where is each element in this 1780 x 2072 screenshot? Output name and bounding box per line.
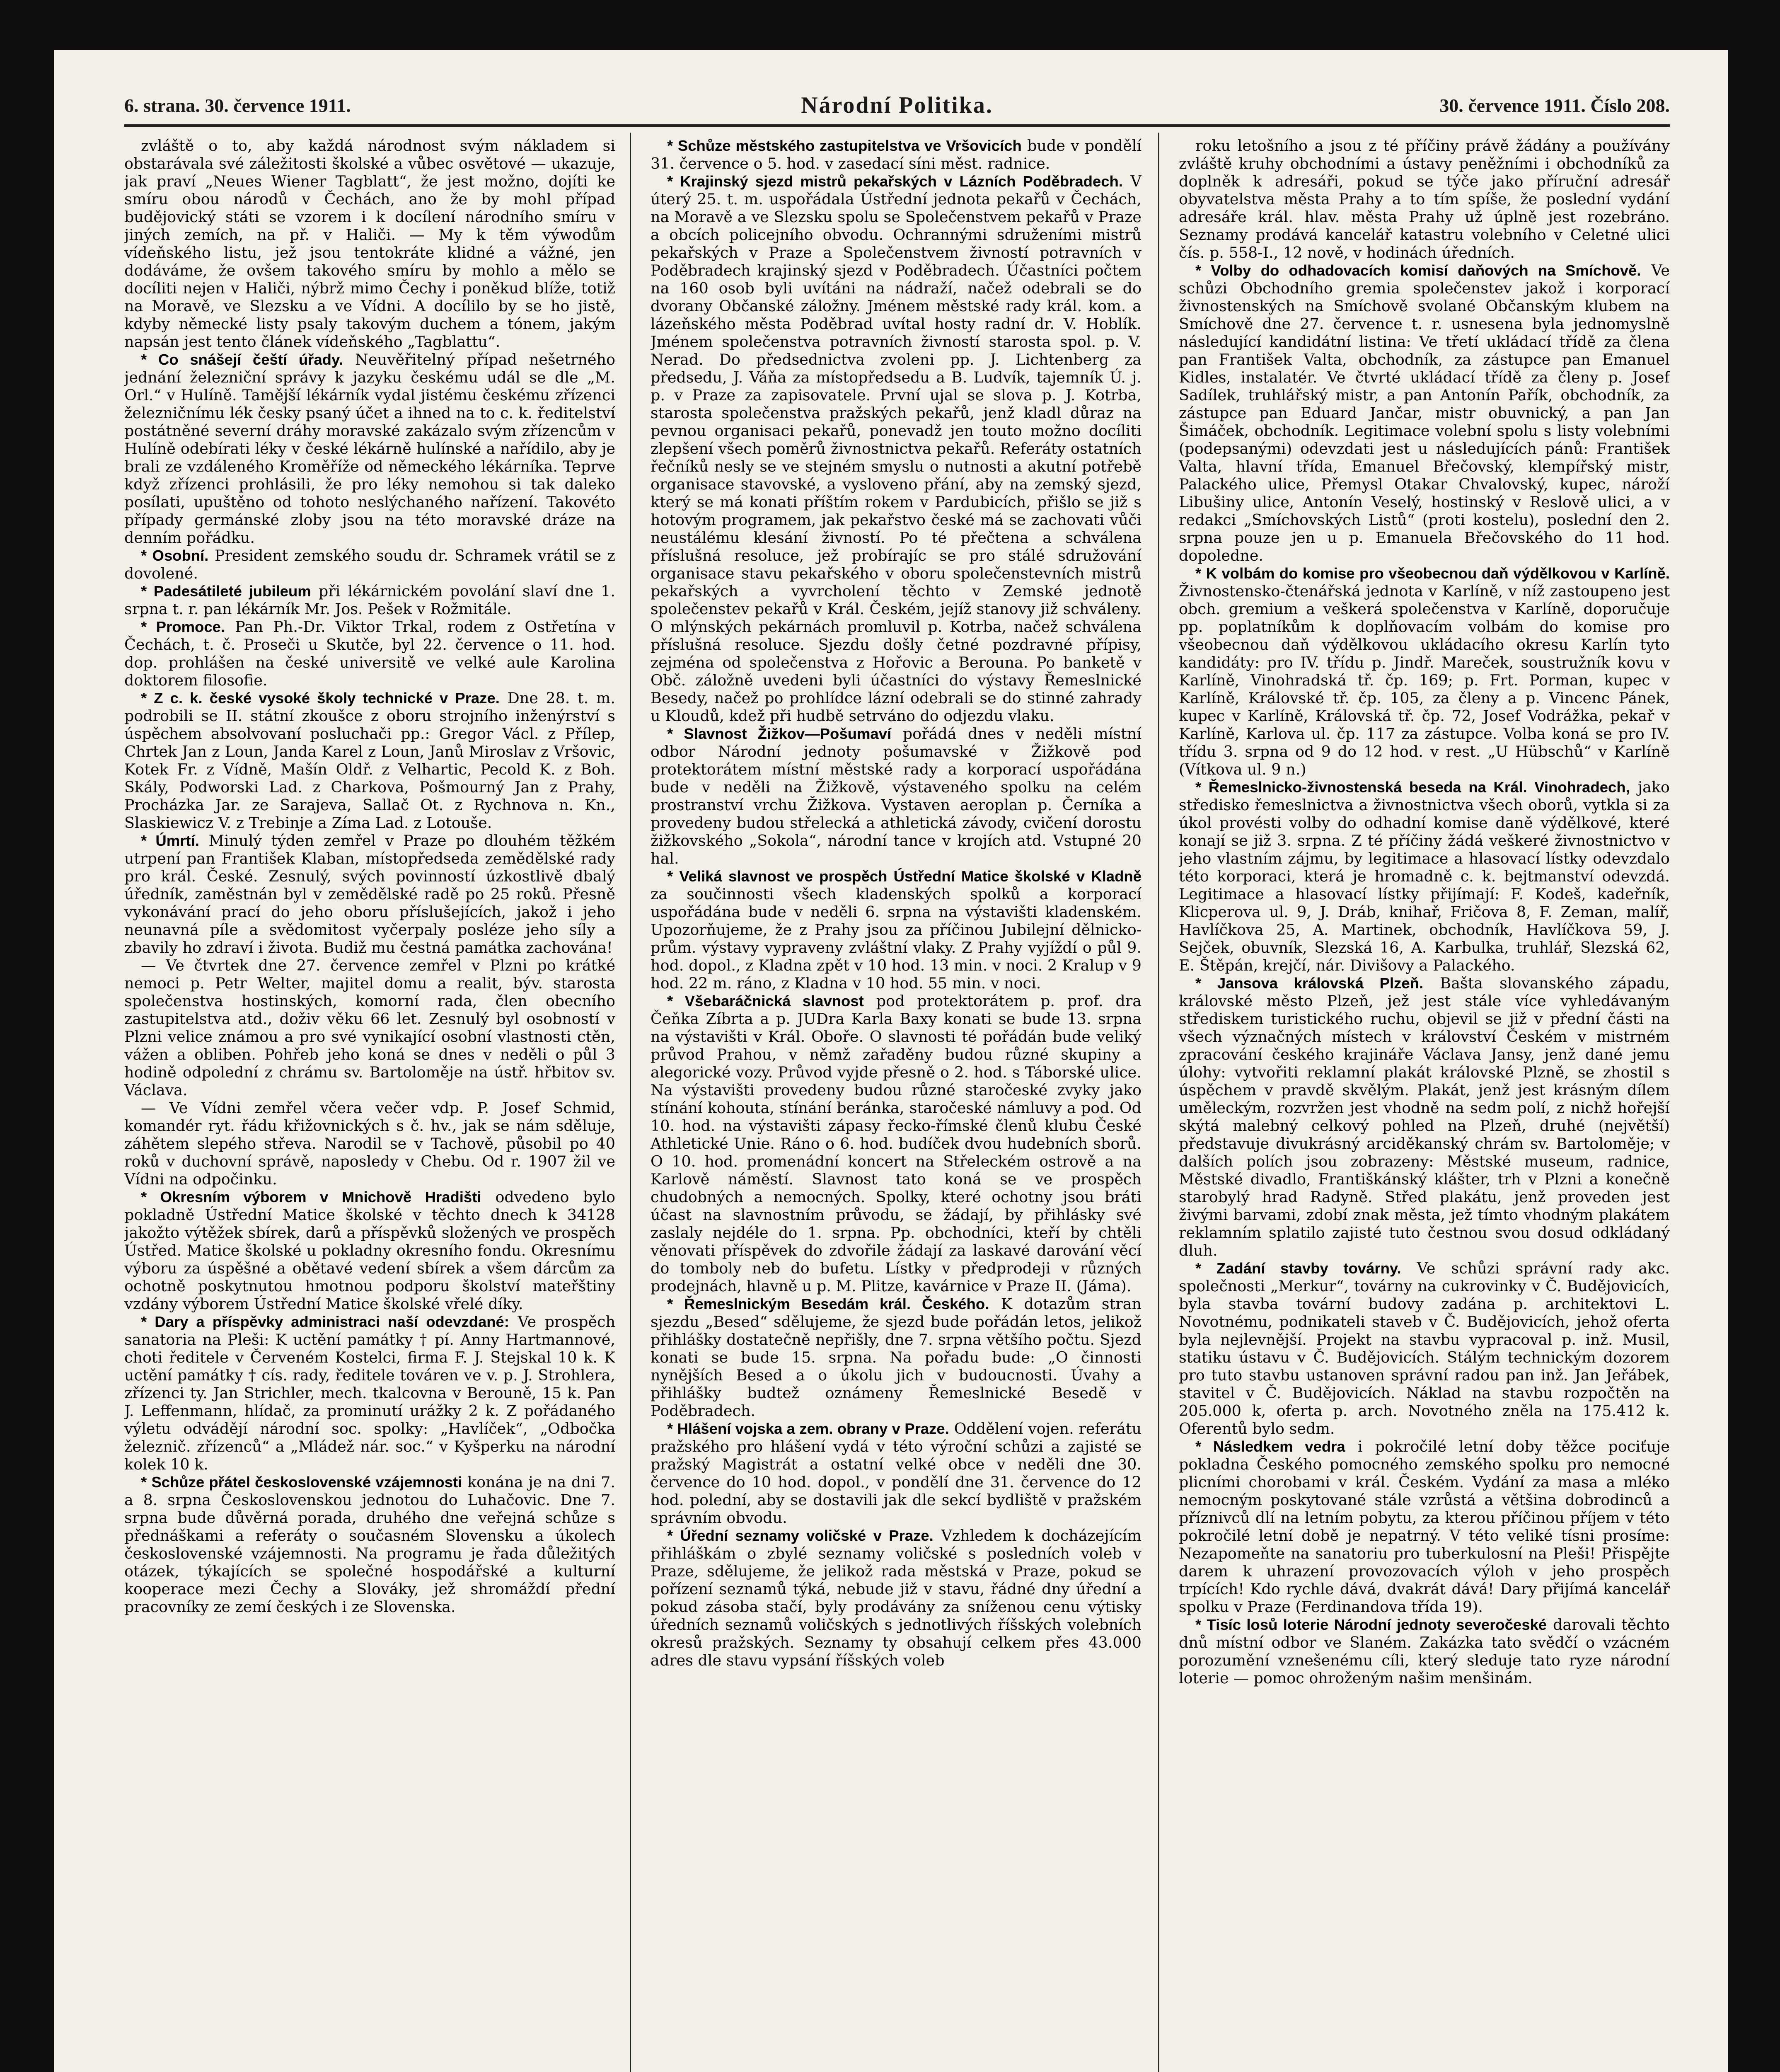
article-lead: * Hlášení vojska a zem. obrany v Praze.	[667, 1420, 949, 1437]
column-separator	[630, 133, 631, 2072]
article-paragraph	[651, 1295, 1142, 1420]
article-paragraph	[1179, 1259, 1670, 1438]
article-text: pořádá dnes v neděli místní odbor Národní jednoty pošumavské v Žižkově pod protektorátem místní městské rady a korporací uspořádána bude v neděli na Žižkově, výstaveného spolku na celém prostranství vrchu Žižkova. Vystaven aeroplan p. Černíka a provedeny budou střelecká a athletická závody, cvičení dorostu žižkovského „Sokola“, národní tance v krojích atd. Vstupné 20 hal.	[651, 725, 1142, 867]
article-lead: * Dary a příspěvky administraci naší odevzdané:	[141, 1313, 509, 1330]
article-lead: * Všebaráčnická slavnost	[667, 992, 864, 1009]
article-text: odvedeno bylo pokladně Ústřední Matice školské v těchto dnech k 34128 jakožto výtěžek sbírek, darů a příspěvků složených ve prospěch Ústřed. Matice školské u pokladny okresního fondu. Okresnímu výboru za úspěšné a obětavé vedení sbírek a všem dárcům za ochotně poskytnutou hmotnou podporu školství mateřštiny vzdány výborem Ústřední Matice školské vřelé díky.	[124, 1188, 615, 1313]
article-paragraph	[651, 992, 1142, 1295]
column-1	[124, 137, 615, 2072]
article-text: pod protektorátem p. prof. dra Čeňka Zíbrta a p. JUDra Karla Baxy konati se bude 13. srpna na výstavišti v Král. Oboře. O slavnosti té pořádán bude veliký průvod Prahou, v němž zařaděny budou různé skupiny a alegorické vozy. Průvod vyjde přesně o 2. hod. s Táborské ulice. Na výstavišti provedeny budou různé staročeské zvyky jako stínání kohouta, stínání beránka, staročeské námluvy a pod. Od 10. hod. na výstavišti zápasy řecko-římské členů klubu České Athletické Unie. Ráno o 6. hod. budíček dvou hudebních sborů. O 10. hod. promenádní koncert na Střeleckém ostrově a na Karlově náměstí. Slavnost tato koná se ve prospěch chudobných a nemocných. Spolky, které ochotny jsou bráti účast na slavnostním průvodu, se žádají, by přihlásky své zaslaly nejdéle do 1. srpna. Pp. obchodníci, kteří by chtěli věnovati příspěvek do zdvořile žádají za laskavé darování věcí do tomboly neb do bufetu. Lístky v předprodeji v různých prodejnách, hlavně u p. M. Plitze, kavárnice v Praze II. (Jáma).	[651, 992, 1142, 1295]
article-text: K dotazům stran sjezdu „Besed“ sdělujeme, že sjezd bude pořádán letos, jelikož přihlášky dostatečně nepřišly, dne 7. srpna většího počtu. Sjezd konati se bude 15. srpna. Na pořadu bude: „O činnosti nynějších Besed a o úkolu jich v budoucnosti. Úvahy a přihlášky budtež oznámeny Řemeslnické Besedě v Poděbradech.	[651, 1295, 1142, 1420]
article-text: Oddělení vojen. referátu pražského pro hlášení vydá v této výroční schůzi a zajisté se pražský Magistrát a ostatní velké obce v neděli dne 30. července do 10 hod. dopol., v pondělí dne 31. července do 12 hod. polední, aby se dostavili jak dle sekcí bydliště v pražském správním obvodu.	[651, 1420, 1142, 1527]
article-text: Živnostensko-čtenářská jednota v Karlíně, v níž zastoupeno jest obch. gremium a veškerá společenstva v Karlíně, doporučuje pp. poplatníkům k doplňovacím volbám do komise pro všeobecnou daň výdělkovou ukládacího okresu Karlín tyto kandidáty: pro IV. třídu p. Jindř. Mareček, soustružník kovu v Karlíně, Vinohradská tř. čp. 169; p. Frt. Porman, kupec v Karlíně, Královské tř. čp. 105, za členy a p. Vincenc Pánek, kupec v Karlíně, Královská tř. čp. 72, Josef Vodrážka, pekař v Karlíně, Karlova ul. čp. 117 za zástupce. Volba koná se pro IV. třídu 3. srpna od 9 do 12 hod. v rest. „U Hübschů“ v Karlíně (Vítkova ul. 9 n.)	[1179, 582, 1670, 778]
article-paragraph	[124, 137, 615, 351]
article-paragraph	[1179, 1616, 1670, 1687]
article-lead: * Schůze městského zastupitelstva ve Vršovicích	[667, 137, 1022, 154]
article-paragraph	[124, 956, 615, 1099]
article-lead: * Slavnost Žižkov—Pošumaví	[667, 725, 892, 742]
article-paragraph	[1179, 137, 1670, 261]
article-lead: * Krajinský sjezd mistrů pekařských v Lázních Poděbradech.	[667, 173, 1123, 190]
article-paragraph	[124, 1188, 615, 1313]
article-paragraph	[1179, 778, 1670, 974]
article-text: Ve schůzi správní rady akc. společnosti „Merkur“, továrny na cukrovinky v Č. Budějovicích, byla stavba tovární budovy zadána p. architektovi L. Novotnému, podnikateli staveb v Č. Budějovicích, jehož oferta byla nejlevnější. Projekt na stavbu vypracoval p. inž. Musil, statiku ústavu v Č. Budějovicích. Stálým technickým dozorem pro tuto stavbu ustanoven správní radou pan inž. Jan Jeřábek, stavitel v Č. Budějovicích. Náklad na stavbu rozpočtěn na 205.000 k, oferta p. arch. Novotného zněla na 175.412 k. Oferentů bylo sedm.	[1179, 1259, 1670, 1438]
article-lead: * Padesátileté jubileum	[141, 583, 311, 600]
article-paragraph	[1179, 974, 1670, 1259]
article-text: Neuvěřitelný případ nešetrného jednání železniční správy k jazyku českému udál se dle „M. Orl.“ v Hulíně. Tamější lékárník vydal jistému českému zřízenci železničnímu lék česky psaný účet a ihned na to c. k. ředitelství postátněné severní dráhy moravské zakázalo svým zřízencům v Hulíně odebírati léky v české lékárně hulínské a nařídilo, aby je brali ze vzdáleného Kroměříže od německého lékárníka. Teprve když zřízenci prohlásili, že pro léky nemohou si tak daleko posílati, upuštěno od tohoto neslýchaného nařízení. Takovéto případy germánské zloby jsou na této moravské dráze na denním pořádku.	[124, 351, 615, 547]
article-paragraph	[124, 832, 615, 956]
article-paragraph	[124, 1473, 615, 1616]
article-lead: * Veliká slavnost ve prospěch Ústřední Matice školské v Kladně	[667, 868, 1142, 885]
article-paragraph	[124, 351, 615, 547]
article-text: Ve schůzi Obchodního gremia společenstev jakož i korporací živnostenských na Smíchově svolané Občanským klubem na Smíchově dne 27. července t. r. usnesena byla jednomyslně následující kandidátní listina: Ve třetí ukládací třídě za člena pan František Valta, obchodník, za zástupce pan Emanuel Kidles, instalatér. Ve čtvrté ukládací třídě za členy p. Josef Sadílek, truhlářský mistr, a pan Antonín Pařík, obchodník, za zástupce pan Eduard Jančar, mistr obuvnický, a pan Jan Šimáček, obchodník. Legitimace volební spolu s listy volebními (podepsanými) odevzdati jest u následujících pánů: František Valta, hlavní třída, Emanuel Břečovský, klempířský mistr, Palackého ulice, Přemysl Otakar Chvalovský, kupec, nároží Libušiny ulice, Antonín Veselý, hostinský v Reslově ulici, a v redakci „Smíchovských Listů“ (proti kostelu), poslední den 2. srpna pouze jen u p. Emanuela Břečovského do 11 hod. dopoledne.	[1179, 261, 1670, 564]
article-paragraph	[1179, 1438, 1670, 1616]
article-text: Minulý týden zemřel v Praze po dlouhém těžkém utrpení pan František Klaban, místopředseda zemědělské rady pro král. České. Zesnulý, svých povinností úzkostlivě dbalý úředník, zaměstnán byl v zemědělské radě po 25 roků. Přesně vykonávání prací do jeho oboru příslušejících, jakož i jeho neunavná píle a svědomitost vyčerpaly posléze jeho síly a zbavily ho zdraví i života. Budiž mu čestná památka zachována!	[124, 832, 615, 956]
article-lead: * Řemeslnickým Besedám král. Českého.	[667, 1295, 989, 1312]
article-lead: * Z c. k. české vysoké školy technické v Praze.	[141, 690, 500, 707]
article-paragraph	[124, 582, 615, 618]
article-text: Ve prospěch sanatoria na Pleši: K uctění památky † pí. Anny Hartmannové, choti ředitele v Červeném Kostelci, firma F. J. Stejskal 10 k. K uctění památky † cís. rady, ředitele továren ve v. p. J. Strohlera, zřízenci ty. Jan Strichler, mech. tkalcovna v Berouně, 15 k. Pan J. Leffenmann, hlídač, za prominutí urážky 2 k. Z pořádaného výletu odvádějí národní soc. spolky: „Havlíček“, „Odbočka železnič. zřízenců“ a „Mládež nár. soc.“ v Kyšperku na národní kolek 10 k.	[124, 1313, 615, 1473]
article-text: roku letošního a jsou z té příčiny právě žádány a používány zvláště kruhy obchodními a ústavy peněžními i obchodníků za doplněk k adresáři, pokud se týče jako příruční adresář obyvatelstva města Prahy a to tím spíše, že poslední vydání adresáře král. hlav. města Prahy už úplně jest rozebráno. Seznamy prodává kancelář katastru volebního v Celetné ulici čís. p. 558-I., 12 nově, v hodinách úředních.	[1179, 137, 1670, 261]
page-header	[124, 94, 1670, 121]
article-text: V úterý 25. t. m. uspořádala Ústřední jednota pekařů v Čechách, na Moravě a ve Slezsku spolu se Společenstvem pekařů v Praze a obcích policejního obvodu. Ochrannými sdruženími mistrů pekařských v Praze a Společenstvem živností potravních v Poděbradech krajinský sjezd v Poděbradech. Účastníci počtem na 160 osob byli uvítáni na nádraží, načež odebrali se do dvorany Občanské záložny. Jménem městské rady král. kom. a lázeňského města Poděbrad uvítal hosty radní dr. V. Hoblík. Jménem společenstva potravních živností starosta spol. p. V. Nerad. Do předsednictva zvoleni pp. J. Lichtenberg za předsedu, J. Váňa za místopředsedu a B. Ludvík, tajemník Ú. j. p. v Praze za zapisovatele. První ujal se slova p. J. Kotrba, starosta společenstva pražských pekařů, jenž kladl důraz na pevnou organisaci pekařů, ponevadž jen touto možno docíliti zlepšení všech poměrů živnostnictva pekařů. Referáty ostatních řečníků nesly se ve stejném smyslu o nutnosti a akutní potřebě organisace stavovské, a vysloveno přání, aby na zemský sjezd, který se má konati příštím rokem v Pardubicích, přišlo se již s hotovým programem, jak pekařstvo české má se zachovati vůči neustálému klesání živností. Po té přečtena a schválena příslušná resoluce, jež probírajíc se pro stálé sdružování organisace stavu pekařského v oboru společenstevních mistrů pekařských a vyvrcholení těchto v Zemské jednotě společenstev pekařů v Král. Českém, jejíž stanovy již schváleny. O mlýnských pekárnách promluvil p. Kotrba, načež schválena příslušná resoluce. Sjezdu došly četné pozdravné přípisy, zejména od společenstva z Hořovic a Berouna. Po banketě v Obč. záložně uvedeni byli účastníci do výstavy Řemeslnické Besedy, načež po prohlídce lázní odebrali se do stinné zahrady u Kloudů, kdež při hudbě setrváno do odjezdu vlaku.	[651, 172, 1142, 725]
article-lead: * Okresním výborem v Mnichově Hradišti	[141, 1188, 481, 1205]
article-lead: * Zadání stavby továrny.	[1195, 1260, 1401, 1277]
column-3	[1179, 137, 1670, 2072]
article-paragraph	[651, 1420, 1142, 1527]
article-text: — Ve Vídni zemřel včera večer vdp. P. Josef Schmid, komandér ryt. řádu křižovnických s č. hv., jak se nám sděluje, záhětem slepého střeva. Narodil se v Tachově, působil po 40 roků v duchovní správě, naposledy v Chebu. Od r. 1907 žil ve Vídni na odpočinku.	[124, 1099, 615, 1188]
article-lead: * Volby do odhadovacích komisí daňových na Smíchově.	[1195, 262, 1641, 279]
article-lead: * Úřední seznamy voličské v Praze.	[667, 1527, 934, 1544]
article-paragraph	[124, 1099, 615, 1188]
article-text: darovali těchto dnů místní odbor ve Slaném. Zakázka tato svědčí o vzácném porozumění vznešenému cíli, který sleduje tato ryze národní loterie — pomoc ohroženým našim menšinám.	[1179, 1616, 1670, 1687]
header-rule	[124, 124, 1670, 127]
article-paragraph	[1179, 564, 1670, 778]
article-lead: * Úmrtí.	[141, 832, 199, 849]
article-lead: * K volbám do komise pro všeobecnou daň výdělkovou v Karlíně.	[1195, 565, 1670, 582]
article-text: za součinnosti všech kladenských spolků a korporací uspořádána bude v neděli 6. srpna na výstavišti kladenském. Upozorňujeme, že z Prahy jsou za příčinou Jubilejní dělnicko-prům. výstavy vypraveny zvláštní vlaky. Z Prahy vyjíždí o půl 9. hod. dopol., z Kladna zpět v 10 hod. 13 min. v noci. 2 Kralup v 9 hod. 22 m. ráno, z Kladna v 10 hod. 55 min. v noci.	[651, 885, 1142, 992]
article-paragraph	[651, 867, 1142, 992]
article-text: President zemského soudu dr. Schramek vrátil se z dovolené.	[124, 547, 615, 582]
column-separator	[1158, 133, 1159, 2072]
article-text: konána je na dni 7. a 8. srpna Československou jednotou do Luhačovic. Dne 7. srpna bude důvěrná porada, druhého dne veřejná schůze s přednáškami a referáty o současném Slovensku a úkolech československé vzájemnosti. Na programu je řada důležitých otázek, týkajících se společné hospodářské a kulturní kooperace mezi Čechy a Slováky, jež shromáždí přední pracovníky ze zemí českých i ze Slovenska.	[124, 1473, 615, 1616]
article-paragraph	[124, 1313, 615, 1473]
article-paragraph	[1179, 261, 1670, 564]
article-paragraph	[651, 1527, 1142, 1669]
article-lead: * Osobní.	[141, 547, 209, 564]
article-lead: * Promoce.	[141, 618, 225, 635]
article-text: — Ve čtvrtek dne 27. července zemřel v Plzni po krátké nemoci p. Petr Welter, majitel domu a realit, býv. starosta společenstva hostinských, komorní rada, člen obecního zastupitelstva atd., doživ věku 66 let. Zesnulý byl osobností v Plzni velice známou a pro své vynikající osobní vlastnosti ctěn, vážen a obliben. Pohřeb jeho koná se dnes v neděli o půl 3 hodině odpolední z chrámu sv. Bartoloměje na ústř. hřbitov sv. Václava.	[124, 956, 615, 1099]
article-lead: * Co snášejí čeští úřady.	[141, 351, 343, 368]
article-text: zvláště o to, aby každá národnost svým nákladem si obstarávala své záležitosti školské a vůbec osvětové — ukazuje, jak praví „Neues Wiener Tagblatt“, že jest možno, dojíti ke smíru obou národů v Čechách, ano že by mohl případ budějovický státi se vzorem i k docílení národního smíru v jiných zemích, na př. v Haliči. — My k těm výwodům vídeňského listu, jež jsou tentokráte klidné a vážné, jen dodáváme, že ovšem takového smíru by mohlo a mělo se docíliti nejen v Haliči, nýbrž mimo Čechy i poněkud blíže, totiž na Moravě, ve Slezsku a ve Vídni. A docílilo by se ho jistě, kdyby německé listy psaly takovým duchem a tónem, jakým napsán jest tento článek vídeňského „Tagblattu“.	[124, 137, 615, 351]
article-paragraph	[651, 137, 1142, 172]
article-paragraph	[651, 172, 1142, 725]
article-lead: * Tisíc losů loterie Národní jednoty severočeské	[1195, 1616, 1547, 1633]
article-lead: * Schůze přátel československé vzájemnosti	[141, 1474, 462, 1491]
article-text: bude v pondělí 31. července o 5. hod. v zasedací síni měst. radnice.	[651, 137, 1142, 172]
article-text: při lékárnickém povolání slaví dne 1. srpna t. r. pan lékárník Mr. Jos. Pešek v Rožmitále.	[124, 582, 615, 618]
column-2	[651, 137, 1142, 2072]
article-text: Vzhledem k docházejícím přihláškám o zbylé seznamy voličské s posledních voleb v Praze, sdělujeme, že jelikož rada městská v Praze, pokud se pořízení seznamů týká, nebude již v stavu, řádné dny úřední a pokud zásoba stačí, byly prodávány za sníženou cenu výtisky úředních seznamů voličských s jednotlivých říšských volebních okresů pražských. Seznamy ty obsahují celkem přes 43.000 adres dle stavu vypsání říšských voleb	[651, 1527, 1142, 1669]
article-paragraph	[124, 547, 615, 582]
article-lead: * Jansova královská Plzeň.	[1195, 975, 1424, 992]
header-date-issue: 30. července 1911. Číslo 208.	[1439, 95, 1670, 116]
header-date-left: 6. strana. 30. července 1911.	[124, 95, 351, 116]
article-lead: * Následkem vedra	[1195, 1438, 1345, 1455]
article-paragraph	[651, 725, 1142, 867]
article-text: Pan Ph.-Dr. Viktor Trkal, rodem z Ostřetína v Čechách, t. č. Proseči u Skutče, byl 22. července o 11. hod. dop. prohlášen na české universitě ve velké aule Karolina doktorem filosofie.	[124, 618, 615, 689]
article-lead: * Řemeslnicko-živnostenská beseda na Král. Vinohradech,	[1195, 779, 1630, 796]
masthead-title: Národní Politika.	[801, 92, 993, 118]
article-text: i pokročilé letní doby těžce pociťuje pokladna Českého pomocného zemského spolku pro nemocné plicními chorobami v král. Českém. Vydání za masa a mléko nemocným poskytované stále vzrůstá a většina dobrodinců a příznivců dlí na letním pobytu, za kterou příčinou příjem v této pokročilé letní době je nepatrný. V této veliké tísni prosíme: Nezapomeňte na sanatoriu pro tuberkulosní na Pleši! Přispějte darem k uhrazení provozovacích výloh v jeho prospěch trpících! Kdo rychle dává, dvakrát dává! Dary přijímá kancelář spolku v Praze (Ferdinandova třída 19).	[1179, 1438, 1670, 1616]
article-text: jako středisko řemeslnictva a živnostnictva všech oborů, vytkla si za úkol provésti volby do odhadní komise daně výdělkové, které konají se již 3. srpna. Z té příčiny žádá veškeré živnostnictvo v jeho vlastním zájmu, by legitimace a hlasovací lístky odevzdalo této korporaci, která je hromadně c. k. bejtmanství odevzdá. Legitimace a hlasovací lístky přijímají: F. Kodeš, kadeřník, Klicperova ul. 9, J. Dráb, knihař, Fričova 8, F. Zeman, malíř, Havlíčkova 25, A. Martinek, obchodník, Havlíčkova 59, J. Sejček, obuvník, Slezská 16, A. Karbulka, truhlář, Slezská 62, E. Štěpán, krejčí, nár. Divišovy a Palackého.	[1179, 778, 1670, 974]
article-text: Dne 28. t. m. podrobili se II. státní zkoušce z oboru strojního inženýrství s úspěchem absolvovaní posluchači pp.: Gregor Václ. z Přílep, Chrtek Jan z Loun, Janda Karel z Loun, Janů Miroslav z Vršovic, Kotek Fr. z Vídně, Mašín Oldř. z Velhartic, Pecold K. z Boh. Skály, Podworski Lad. z Charkova, Pošmourný Jan z Prahy, Procházka Jar. ze Sarajeva, Sallač Ot. z Rychnova n. Kn., Slaskiewicz V. z Trebinje a Zíma Lad. z Lotouše.	[124, 689, 615, 832]
article-paragraph	[124, 689, 615, 832]
article-paragraph	[124, 618, 615, 689]
article-text: Bašta slovanského západu, královské město Plzeň, jež jest stále více vyhledávaným střediskem turistického ruchu, objevil se již v přední části na všech význačných místech v království Českém v mistrném zpracování českého krajináře Václava Jansy, jenž dané jemu úlohy: vytvořiti reklamní plakát královské Plzně, se zhostil s úspěchem v pravdě skvělým. Plakát, jenž jest krásným dílem uměleckým, rozvržen jest vhodně na sedm polí, z nichž hořejší skýtá malebný celkový pohled na Plzeň, druhé (největší) představuje divukrásný arciděkanský chrám sv. Bartoloměje; v dalších polích jsou zobrazeny: Městské museum, radnice, Městské divadlo, Františkánský klášter, trh v Plzni a konečně starobylý hrad Radyně. Střed plakátu, jenž proveden jest živými barvami, zdobí znak města, jež tímto vhodným plakátem reklamním splatilo zajisté tuto čestnou svou dosud odkládaný dluh.	[1179, 974, 1670, 1259]
